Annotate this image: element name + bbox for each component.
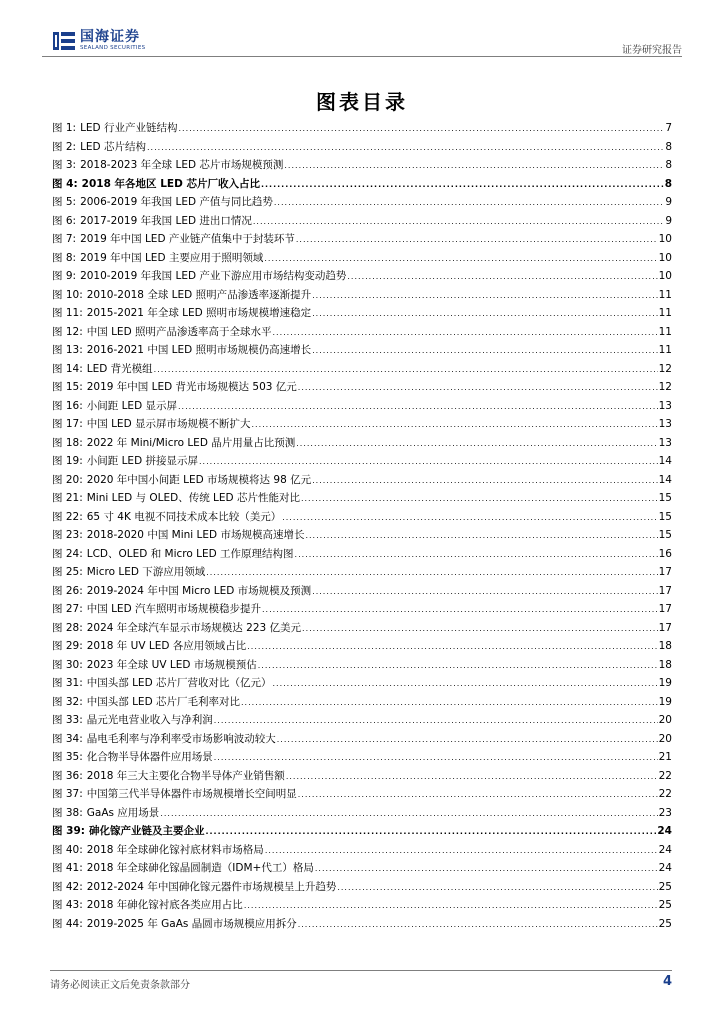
toc-dot-leader — [298, 920, 658, 929]
toc-figure-title: LED 行业产业链结构 — [80, 122, 178, 134]
toc-dot-leader — [154, 365, 658, 374]
toc-entry[interactable] — [52, 694, 672, 713]
toc-dot-leader — [147, 143, 664, 152]
toc-figure-number: 图 24: — [52, 547, 83, 560]
toc-page-number: 19 — [658, 677, 672, 689]
toc-figure-number: 图 19: — [52, 455, 83, 467]
toc-page-number: 25 — [658, 917, 672, 930]
toc-entry[interactable] — [52, 435, 672, 454]
toc-entry[interactable] — [52, 194, 672, 213]
toc-page-number: 24 — [657, 825, 672, 837]
toc-entry[interactable] — [52, 546, 672, 565]
toc-figure-number: 图 13: — [52, 344, 83, 356]
toc-entry[interactable] — [52, 490, 672, 509]
toc-figure-number: 图 9: — [52, 270, 77, 282]
toc-figure-number: 图 15: — [52, 381, 83, 393]
toc-figure-number: 图 12: — [52, 325, 83, 338]
toc-figure-number: 图 36: — [52, 769, 83, 782]
toc-dot-leader — [214, 716, 658, 725]
toc-dot-leader — [247, 642, 657, 651]
page-number: 4 — [662, 974, 672, 989]
toc-entry[interactable] — [52, 120, 672, 139]
toc-figure-title: 2023 年全球 UV LED 市场规模预估 — [86, 658, 257, 671]
toc-page-number: 8 — [664, 177, 672, 190]
toc-figure-title: 中国 LED 汽车照明市场规模稳步提升 — [86, 603, 261, 615]
toc-entry[interactable] — [52, 287, 672, 306]
toc-figure-title: 中国 LED 照明产品渗透率高于全球水平 — [86, 325, 272, 338]
toc-page-number: 22 — [658, 788, 672, 800]
toc-figure-title: 2018 年各地区 LED 芯片厂收入占比 — [81, 177, 260, 190]
toc-figure-title: 中国 LED 显示屏市场规模不断扩大 — [86, 418, 251, 430]
toc-figure-number: 图 22: — [52, 510, 83, 523]
toc-figure-number: 图 20: — [52, 473, 83, 486]
toc-entry[interactable] — [52, 638, 672, 657]
toc-entry[interactable] — [52, 786, 672, 805]
toc-page-number: 11 — [658, 307, 672, 319]
toc-entry[interactable] — [52, 453, 672, 472]
toc-figure-title: LCD、OLED 和 Micro LED 工作原理结构图 — [86, 547, 294, 560]
toc-page-number: 25 — [658, 899, 672, 911]
toc-entry[interactable] — [52, 157, 672, 176]
toc-figure-number: 图 8: — [52, 251, 77, 264]
toc-figure-title: 2018 年全球砷化镓衬底材料市场格局 — [86, 843, 264, 856]
toc-entry[interactable] — [52, 139, 672, 158]
toc-entry[interactable] — [52, 879, 672, 898]
page-footer — [50, 970, 672, 991]
toc-figure-title: 2020 年中国小间距 LED 市场规模将达 98 亿元 — [86, 473, 312, 486]
toc-figure-title: 2006-2019 年我国 LED 产值与同比趋势 — [80, 196, 273, 208]
toc-entry[interactable] — [52, 583, 672, 602]
toc-entry[interactable] — [52, 823, 672, 842]
toc-figure-title: 2018 年砷化镓衬底各类应用占比 — [86, 899, 243, 911]
toc-entry[interactable] — [52, 564, 672, 583]
toc-figure-title: 中国头部 LED 芯片厂营收对比（亿元） — [86, 677, 272, 689]
toc-page-number: 25 — [658, 880, 672, 893]
toc-dot-leader — [264, 254, 657, 263]
toc-entry[interactable] — [52, 416, 672, 435]
toc-page-number: 20 — [658, 732, 672, 745]
toc-dot-leader — [241, 698, 658, 707]
toc-figure-number: 图 10: — [52, 288, 83, 301]
toc-figure-title: 中国第三代半导体器件市场规模增长空间明显 — [86, 788, 297, 800]
page-header — [42, 0, 682, 62]
toc-dot-leader — [274, 198, 664, 207]
company-logo — [52, 30, 145, 52]
toc-dot-leader — [206, 568, 657, 577]
toc-dot-leader — [312, 476, 658, 485]
toc-figure-number: 图 31: — [52, 677, 83, 689]
toc-dot-leader — [262, 605, 658, 614]
logo-chinese-name: 国海证券 — [80, 29, 140, 45]
toc-dot-leader — [315, 864, 658, 873]
toc-page-number: 10 — [658, 270, 672, 282]
toc-figure-title: 2018-2023 年全球 LED 芯片市场规模预测 — [80, 159, 284, 171]
toc-figure-number: 图 2: — [52, 140, 77, 153]
toc-figure-title: 晶元光电营业收入与净利润 — [86, 714, 213, 726]
toc-figure-number: 图 37: — [52, 788, 83, 800]
toc-dot-leader — [214, 753, 658, 762]
toc-page-number: 11 — [658, 344, 672, 356]
toc-figure-number: 图 43: — [52, 899, 83, 911]
toc-entry[interactable] — [52, 472, 672, 491]
toc-page-number: 24 — [658, 843, 672, 856]
toc-figure-title: 化合物半导体器件应用场景 — [86, 751, 213, 763]
toc-dot-leader — [199, 457, 658, 466]
toc-figure-title: 2019-2025 年 GaAs 晶圆市场规模应用拆分 — [86, 917, 297, 930]
toc-dot-leader — [337, 883, 657, 892]
toc-page-number: 13 — [658, 399, 672, 412]
toc-dot-leader — [301, 494, 658, 503]
toc-figure-number: 图 7: — [52, 233, 77, 245]
disclaimer-text: 请务必阅读正文后免责条款部分 — [50, 980, 190, 991]
toc-figure-title: GaAs 应用场景 — [86, 806, 160, 819]
toc-figure-number: 图 41: — [52, 862, 83, 874]
toc-entry[interactable] — [52, 768, 672, 787]
toc-page-number: 15 — [658, 510, 672, 523]
toc-figure-title: 2022 年 Mini/Micro LED 晶片用量占比预测 — [86, 436, 296, 449]
toc-figure-number: 图 11: — [52, 307, 83, 319]
toc-figure-number: 图 14: — [52, 362, 83, 375]
toc-entry[interactable] — [52, 379, 672, 398]
toc-figure-number: 图 33: — [52, 714, 83, 726]
page-title: 图表目录 — [316, 90, 408, 114]
toc-figure-number: 图 39: — [52, 825, 85, 837]
toc-entry[interactable] — [52, 805, 672, 824]
toc-dot-leader — [298, 790, 658, 799]
toc-figure-number: 图 17: — [52, 418, 83, 430]
toc-entry[interactable] — [52, 675, 672, 694]
toc-entry[interactable] — [52, 731, 672, 750]
toc-page-number: 23 — [658, 806, 672, 819]
toc-figure-number: 图 35: — [52, 751, 83, 763]
toc-dot-leader — [273, 328, 658, 337]
toc-entry[interactable] — [52, 268, 672, 287]
toc-dot-leader — [178, 402, 658, 411]
toc-figure-number: 图 34: — [52, 732, 83, 745]
logo-english-name: SEALAND SECURITIES — [80, 45, 146, 51]
toc-figure-title: 砷化镓产业链及主要企业 — [88, 825, 205, 837]
toc-page-number: 10 — [658, 233, 672, 245]
toc-dot-leader — [296, 439, 657, 448]
toc-figure-number: 图 29: — [52, 640, 83, 652]
toc-dot-leader — [258, 661, 658, 670]
toc-page-number: 8 — [665, 140, 672, 153]
toc-dot-leader — [295, 550, 658, 559]
sealand-logo-icon — [52, 30, 76, 52]
toc-figure-title: 2019-2024 年中国 Micro LED 市场规模及预测 — [86, 584, 312, 597]
toc-figure-title: 2018 年全球砷化镓晶圆制造（IDM+代工）格局 — [86, 862, 314, 874]
toc-page-number: 12 — [658, 362, 672, 375]
toc-figure-title: 2018-2020 中国 Mini LED 市场规模高速增长 — [86, 529, 305, 541]
toc-page-number: 8 — [665, 159, 672, 171]
toc-dot-leader — [252, 420, 658, 429]
header-divider — [42, 56, 682, 57]
toc-figure-number: 图 4: — [52, 177, 78, 190]
toc-dot-leader — [302, 624, 658, 633]
toc-figure-number: 图 3: — [52, 159, 77, 171]
toc-figure-title: 2024 年全球汽车显示市场规模达 223 亿美元 — [86, 621, 302, 634]
toc-figure-title: 2015-2021 年全球 LED 照明市场规模增速稳定 — [86, 307, 312, 319]
toc-figure-title: 2018 年 UV LED 各应用领域占比 — [86, 640, 247, 652]
toc-entry[interactable] — [52, 916, 672, 935]
toc-figure-number: 图 27: — [52, 603, 83, 615]
toc-figure-title: 2012-2024 年中国砷化镓元器件市场规模呈上升趋势 — [86, 880, 337, 893]
toc-dot-leader — [298, 383, 658, 392]
toc-entry[interactable] — [52, 620, 672, 639]
toc-dot-leader — [178, 124, 664, 133]
toc-dot-leader — [253, 217, 664, 226]
toc-dot-leader — [305, 531, 657, 540]
toc-figure-title: 晶电毛利率与净利率受市场影响波动较大 — [86, 732, 276, 745]
toc-figure-number: 图 28: — [52, 621, 83, 634]
toc-page-number: 24 — [658, 862, 672, 874]
toc-page-number: 14 — [658, 455, 672, 467]
toc-entry[interactable] — [52, 231, 672, 250]
toc-figure-number: 图 6: — [52, 214, 77, 227]
toc-entry[interactable] — [52, 250, 672, 269]
toc-figure-title: LED 背光模组 — [86, 362, 153, 375]
toc-entry[interactable] — [52, 176, 672, 195]
toc-figure-title: 2019 年中国 LED 主要应用于照明领域 — [80, 251, 264, 264]
toc-page-number: 11 — [658, 325, 672, 338]
toc-page-number: 9 — [665, 196, 672, 208]
toc-dot-leader — [277, 735, 658, 744]
toc-figure-title: 2010-2019 年我国 LED 产业下游应用市场结构变动趋势 — [80, 270, 347, 282]
toc-page-number: 21 — [658, 751, 672, 763]
toc-figure-number: 图 40: — [52, 843, 83, 856]
toc-entry[interactable] — [52, 361, 672, 380]
toc-entry[interactable] — [52, 842, 672, 861]
toc-page-number: 15 — [658, 529, 672, 541]
toc-entry[interactable] — [52, 305, 672, 324]
toc-entry[interactable] — [52, 324, 672, 343]
toc-figure-number: 图 26: — [52, 584, 83, 597]
toc-figure-title: Mini LED 与 OLED、传统 LED 芯片性能对比 — [86, 492, 300, 504]
toc-figure-title: 小间距 LED 拼接显示屏 — [86, 455, 198, 467]
toc-dot-leader — [284, 161, 664, 170]
toc-figure-title: Micro LED 下游应用领域 — [86, 566, 206, 578]
toc-dot-leader — [296, 235, 658, 244]
toc-figure-title: 2018 年三大主要化合物半导体产业销售额 — [86, 769, 285, 782]
toc-page-number: 17 — [658, 584, 672, 597]
toc-entry[interactable] — [52, 897, 672, 916]
toc-figure-number: 图 38: — [52, 806, 83, 819]
toc-entry[interactable] — [52, 657, 672, 676]
toc-page-number: 7 — [665, 122, 672, 134]
toc-page-number: 12 — [658, 381, 672, 393]
toc-page-number: 20 — [658, 714, 672, 726]
toc-dot-leader — [286, 772, 658, 781]
toc-page-number: 15 — [658, 492, 672, 504]
toc-entry[interactable] — [52, 601, 672, 620]
toc-dot-leader — [273, 679, 658, 688]
toc-page-number: 13 — [658, 418, 672, 430]
toc-entry[interactable] — [52, 749, 672, 768]
toc-page-number: 14 — [658, 473, 672, 486]
toc-figure-title: LED 芯片结构 — [80, 140, 146, 153]
document-type-label: 证券研究报告 — [622, 45, 682, 56]
toc-figure-number: 图 16: — [52, 399, 83, 412]
toc-page-number: 11 — [658, 288, 672, 301]
toc-figure-number: 图 25: — [52, 566, 83, 578]
toc-dot-leader — [205, 827, 656, 836]
toc-dot-leader — [312, 346, 658, 355]
toc-page-number: 17 — [658, 621, 672, 634]
toc-dot-leader — [244, 901, 658, 910]
toc-figure-number: 图 23: — [52, 529, 83, 541]
toc-figure-title: 中国头部 LED 芯片厂毛利率对比 — [86, 695, 240, 708]
toc-page-number: 10 — [658, 251, 672, 264]
toc-figure-number: 图 44: — [52, 917, 83, 930]
footer-divider — [50, 970, 672, 971]
toc-entry[interactable] — [52, 509, 672, 528]
figure-table-of-contents — [52, 120, 672, 934]
toc-dot-leader — [312, 587, 657, 596]
toc-figure-number: 图 18: — [52, 436, 83, 449]
toc-figure-number: 图 42: — [52, 880, 83, 893]
toc-page-number: 22 — [658, 769, 672, 782]
toc-page-number: 9 — [665, 214, 672, 227]
toc-figure-title: 小间距 LED 显示屏 — [86, 399, 177, 412]
toc-figure-number: 图 1: — [52, 122, 77, 134]
toc-dot-leader — [312, 309, 658, 318]
toc-entry[interactable] — [52, 527, 672, 546]
toc-figure-title: 65 寸 4K 电视不同技术成本比较（美元） — [86, 510, 282, 523]
toc-figure-number: 图 21: — [52, 492, 83, 504]
toc-figure-title: 2019 年中国 LED 背光市场规模达 503 亿元 — [86, 381, 297, 393]
toc-page-number: 19 — [658, 695, 672, 708]
toc-dot-leader — [160, 809, 657, 818]
toc-dot-leader — [282, 513, 657, 522]
toc-figure-title: 2019 年中国 LED 产业链产值集中于封装环节 — [80, 233, 295, 245]
toc-page-number: 13 — [658, 436, 672, 449]
toc-figure-number: 图 30: — [52, 658, 83, 671]
toc-page-number: 16 — [658, 547, 672, 560]
toc-dot-leader — [347, 272, 657, 281]
toc-figure-title: 2017-2019 年我国 LED 进出口情况 — [80, 214, 252, 227]
toc-figure-number: 图 5: — [52, 196, 77, 208]
toc-dot-leader — [312, 291, 658, 300]
toc-entry[interactable] — [52, 213, 672, 232]
toc-figure-number: 图 32: — [52, 695, 83, 708]
toc-dot-leader — [261, 180, 664, 189]
toc-entry[interactable] — [52, 712, 672, 731]
toc-entry[interactable] — [52, 398, 672, 417]
toc-page-number: 18 — [658, 640, 672, 652]
toc-dot-leader — [265, 846, 658, 855]
toc-page-number: 17 — [658, 603, 672, 615]
toc-page-number: 18 — [658, 658, 672, 671]
toc-figure-title: 2010-2018 全球 LED 照明产品渗透率逐渐提升 — [86, 288, 312, 301]
toc-entry[interactable] — [52, 342, 672, 361]
toc-page-number: 17 — [658, 566, 672, 578]
toc-figure-title: 2016-2021 中国 LED 照明市场规模仍高速增长 — [86, 344, 312, 356]
toc-entry[interactable] — [52, 860, 672, 879]
